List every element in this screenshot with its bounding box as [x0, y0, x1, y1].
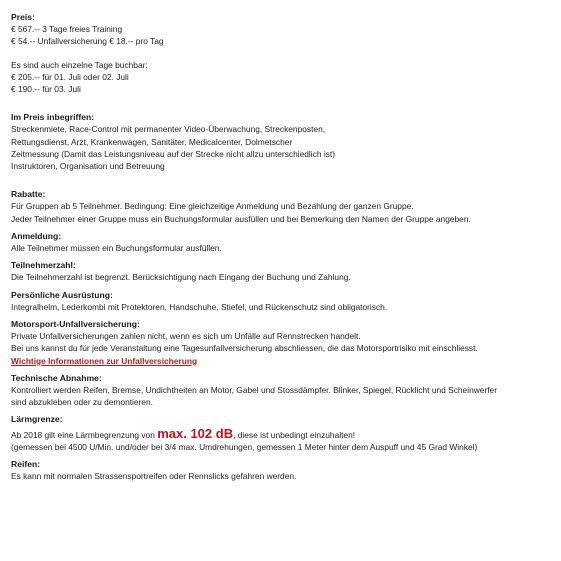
unfallversicherung-info-link[interactable]: Wichtige Informationen zur Unfallversicherung [11, 355, 198, 366]
reifen-line: Es kann mit normalen Strassensportreifen oder Rennslicks gefahren werden. [11, 471, 297, 482]
abnahme-line: Kontrolliert werden Reifen, Bremse, Undichtheiten an Motor, Gabel und Stossdämpfer. Blinker, Spiegel, Rücklicht und Scheinwerfer [11, 385, 498, 396]
preis-day-line: € 190.-- für 03. Juli [11, 84, 81, 95]
section-anmeldung [11, 230, 556, 254]
heading-ausruestung: Persönliche Ausrüstung: [11, 289, 113, 300]
heading-teilnehmerzahl: Teilnehmerzahl: [11, 260, 76, 271]
heading-rabatte: Rabatte: [11, 189, 46, 200]
laermgrenze-text-post: , diese ist unbedingt einzuhalten! [233, 429, 356, 440]
teilnehmerzahl-line: Die Teilnehmerzahl ist begrenzt. Berücksichtigung nach Eingang der Buchung und Zahlung. [11, 272, 351, 283]
inbegriffen-line: Streckenmiete, Race-Control mit permanenter Video-Überwachung, Streckenposten, [11, 124, 326, 135]
section-preis [11, 11, 556, 95]
unfallversicherung-line: Bei uns kannst du für jede Veranstaltung eine Tagesunfallversicherung abschliessen, die das Motorsportrisiko mit einschliesst. [11, 343, 478, 354]
top-cropped-strip [0, 0, 561, 10]
abnahme-line: sind abzukleben oder zu demontieren. [11, 397, 154, 408]
laermgrenze-text-pre: Ab 2018 gilt eine Lärmbegrenzung von [11, 429, 158, 440]
heading-laermgrenze: Lärmgrenze: [11, 414, 63, 425]
laermgrenze-measurement-note: (gemessen bei 4500 U/Min. und/oder bei 3/4 max. Umdrehungen, gemessen 1 Meter hinter dem Auspuff und 45 Grad Winkel) [11, 441, 478, 452]
laermgrenze-limit-value: max. 102 dB [157, 425, 234, 441]
anmeldung-line: Alle Teilnehmer müssen ein Buchungsformular ausfüllen. [11, 243, 222, 254]
section-ausruestung [11, 289, 556, 313]
unfallversicherung-line: Private Unfallversicherungen zahlen nicht, wenn es sich um Unfälle auf Rennstrecken handelt. [11, 331, 361, 342]
heading-inbegriffen: Im Preis inbegriffen: [11, 112, 95, 123]
section-inbegriffen [11, 111, 556, 172]
section-teilnehmerzahl [11, 259, 556, 283]
rabatte-line: Für Gruppen ab 5 Teilnehmer. Bedingung: Eine gleichzeitige Anmeldung und Bezahlung der ganzen Gruppe. [11, 201, 414, 212]
info-document [11, 11, 556, 488]
heading-preis: Preis: [11, 12, 35, 22]
section-rabatte [11, 188, 556, 225]
preis-day-line: € 205.-- für 01. Juli oder 02. Juli [11, 71, 129, 82]
heading-unfallversicherung: Motorsport-Unfallversicherung: [11, 319, 140, 330]
section-reifen [11, 458, 556, 482]
preis-line: € 54.-- Unfallversicherung € 18.-- pro Tag [11, 36, 164, 47]
ausruestung-line: Integralhelm, Lederkombi mit Protektoren, Handschuhe, Stiefel, und Rückenschutz sind obligatorisch. [11, 301, 388, 312]
inbegriffen-line: Zeitmessung (Damit das Leistungsniveau auf der Strecke nicht allzu unterschiedlich ist) [11, 148, 335, 159]
laermgrenze-line [11, 425, 556, 441]
preis-line: € 567.-- 3 Tage freies Training [11, 24, 123, 35]
section-laermgrenze [11, 413, 556, 453]
inbegriffen-line: Instruktoren, Organisation und Betreuung [11, 161, 165, 172]
heading-abnahme: Technische Abnahme: [11, 372, 102, 383]
section-unfallversicherung [11, 318, 556, 367]
heading-anmeldung: Anmeldung: [11, 230, 62, 241]
rabatte-line: Jeder Teilnehmer einer Gruppe muss ein Buchungsformular ausfüllen und bei Bemerkung den Namen der Gruppe angeben. [11, 213, 471, 224]
heading-reifen: Reifen: [11, 459, 41, 470]
preis-note: Es sind auch einzelne Tage buchbar: [11, 59, 148, 70]
section-abnahme [11, 372, 556, 409]
inbegriffen-line: Rettungsdienst, Arzt, Krankenwagen, Sanitäter, Medicalcenter, Dolmetscher [11, 136, 293, 147]
